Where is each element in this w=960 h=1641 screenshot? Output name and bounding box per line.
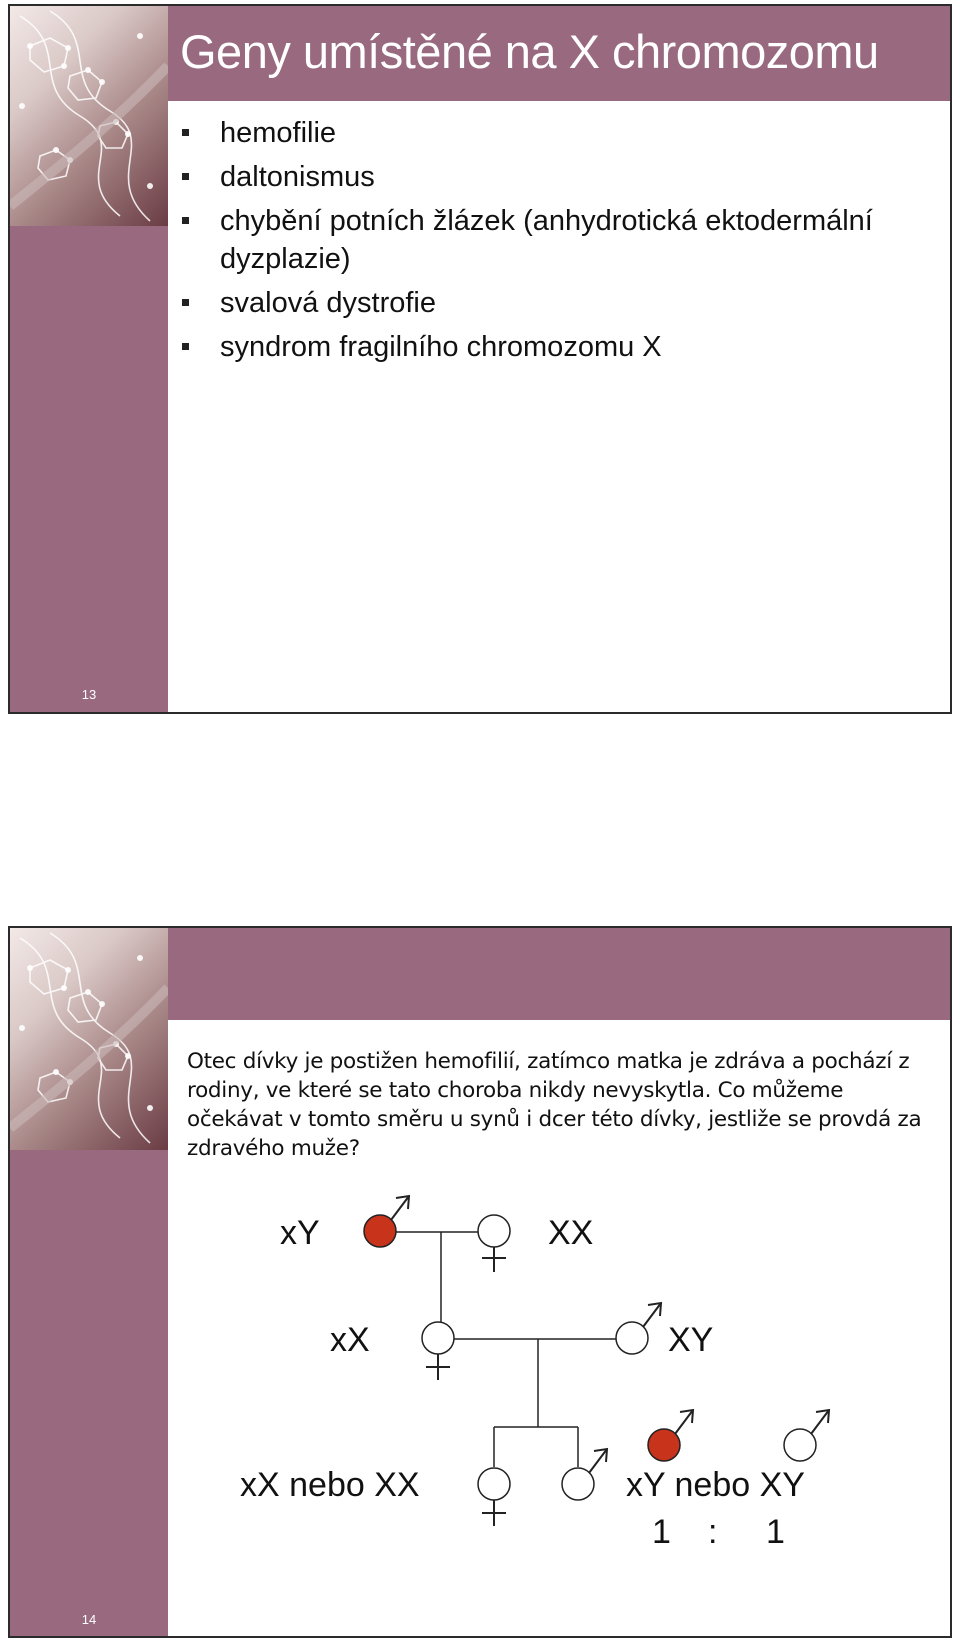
husband-male-icon xyxy=(616,1303,661,1354)
list-item: daltonismus xyxy=(182,158,922,196)
list-item: syndrom fragilního chromozomu X xyxy=(182,328,922,366)
question-text: Otec dívky je postižen hemofilií, zatímco matka je zdráva a pochází z rodiny, ve které se tato choroba nikdy nevyskytla. Co můžeme očekávat v tomto směru u synů i dcer této dívky, jestliže se provdá za zdravého muže? xyxy=(187,1049,922,1161)
father-male-affected-icon xyxy=(364,1196,409,1247)
list-item: svalová dystrofie xyxy=(182,284,922,322)
grandchild-female-icon xyxy=(478,1468,510,1526)
bullet-square-icon xyxy=(182,299,189,306)
mother-female-icon xyxy=(478,1215,510,1272)
bullet-square-icon xyxy=(182,343,189,350)
grandchild-male-icon xyxy=(562,1449,607,1500)
bullet-list xyxy=(182,114,922,372)
mother-genotype: XX xyxy=(548,1214,594,1252)
bullet-square-icon xyxy=(182,129,189,136)
bullet-square-icon xyxy=(182,217,189,224)
daughter-female-carrier-icon xyxy=(422,1322,454,1380)
son-affected-male-icon xyxy=(648,1410,693,1461)
husband-genotype: XY xyxy=(668,1321,714,1359)
sons-outcome: xY nebo XY xyxy=(626,1466,805,1504)
pedigree-diagram xyxy=(10,928,950,1636)
dna-image xyxy=(10,6,168,226)
father-genotype: xY xyxy=(280,1214,320,1252)
slide-title: Geny umístěné na X chromozomu xyxy=(180,25,879,78)
ratio-left: 1 xyxy=(652,1513,671,1551)
slide-13 xyxy=(8,4,952,714)
daughter-genotype: xX xyxy=(330,1321,370,1359)
ratio-right: 1 xyxy=(766,1513,785,1551)
list-item: hemofilie xyxy=(182,114,922,152)
list-item: chybění potních žlázek (anhydrotická ektodermální dyzplazie) xyxy=(182,202,922,278)
son-healthy-male-icon xyxy=(784,1410,829,1461)
slide-number: 14 xyxy=(81,1612,97,1627)
daughters-outcome: xX nebo XX xyxy=(240,1466,420,1504)
slide-number: 13 xyxy=(81,687,97,702)
slide-14 xyxy=(8,926,952,1638)
ratio-separator: : xyxy=(708,1513,718,1551)
bullet-square-icon xyxy=(182,173,189,180)
